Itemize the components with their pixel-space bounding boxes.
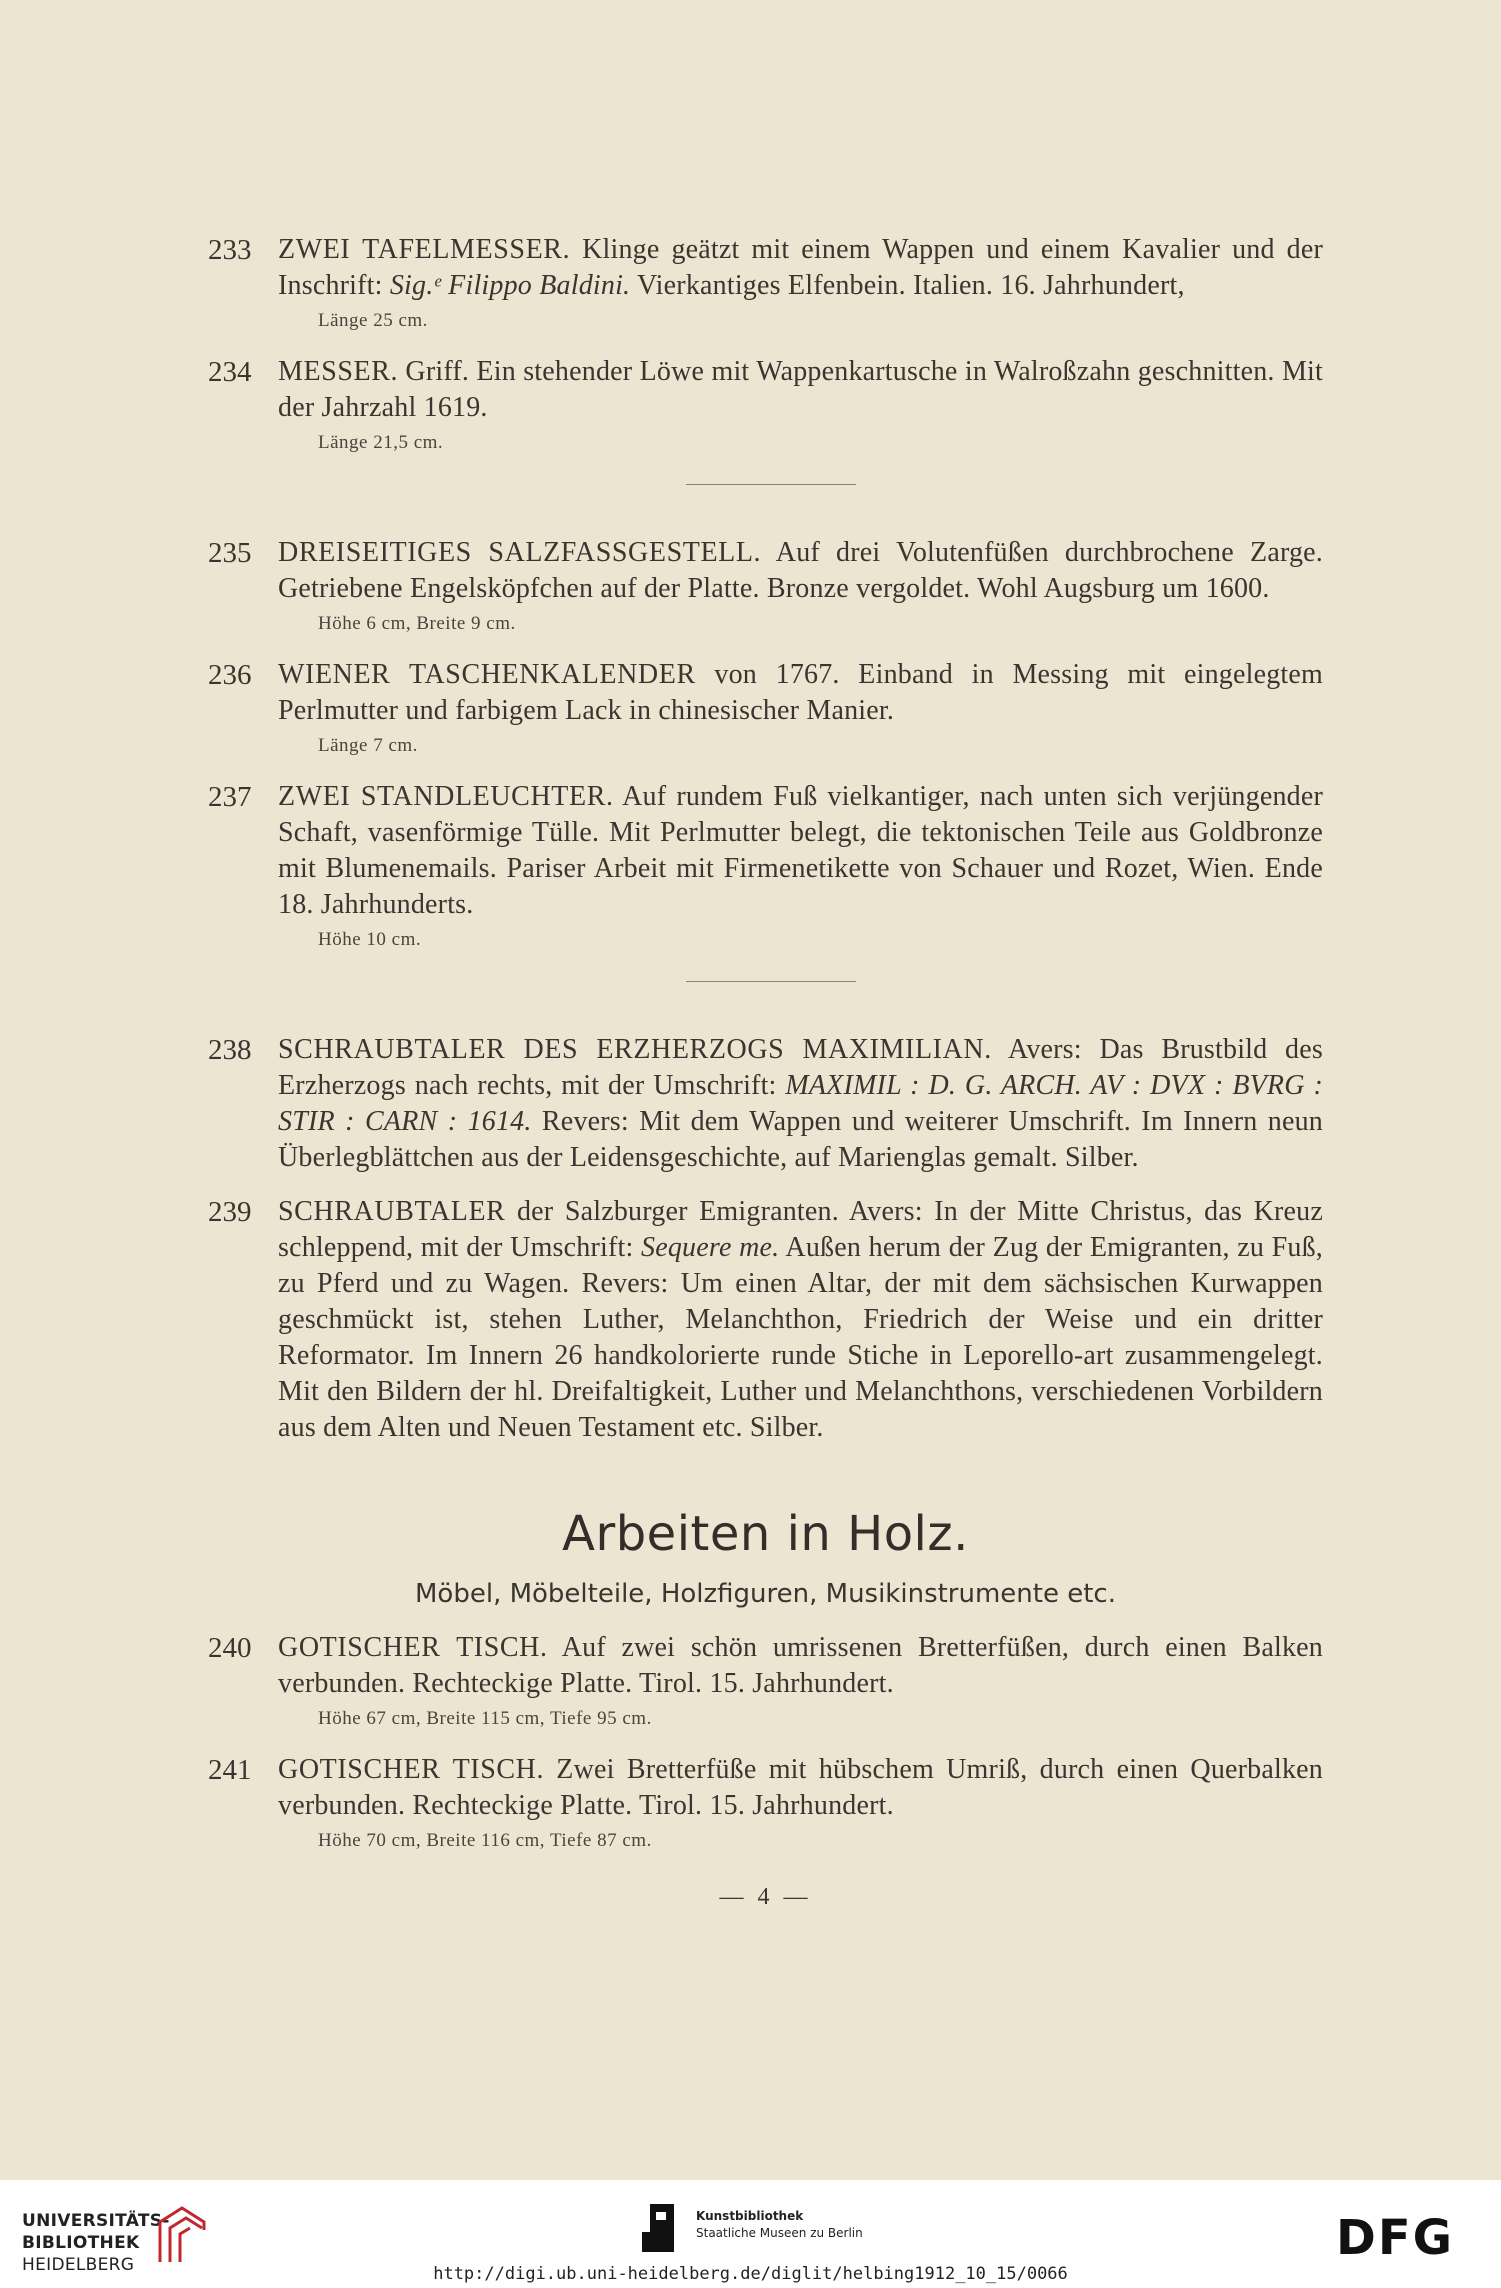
section-divider — [686, 981, 856, 982]
dfg-logo-text: DFG — [1336, 2210, 1455, 2260]
entry-title: MESSER. — [278, 356, 399, 387]
entry-text-continued: Revers: Mit dem Wappen und weiterer Umschrift. Im Innern neun Überlegblättchen aus der Leidensgeschichte, auf Marienglas gemalt. Silber. — [278, 1106, 1324, 1173]
entry-description — [278, 779, 1323, 923]
entry-inscription: Sig.ᵉ Filippo Baldini. — [389, 270, 631, 301]
entry-description — [278, 232, 1323, 304]
entry-text-continued: Außen herum der Zug der Emigranten, zu Fuß, zu Pferd und zu Wagen. Revers: Um einen Altar, der mit dem sächsischen Kurwappen geschmückt ist, stehen Luther, Melanchthon, Friedrich der Weise und ein dritter Reformator. Im Innern 26 handkolorierte runde Stiche in Leporello-art zusammengelegt. Mit den Bildern der hl. Dreifaltigkeit, Luther und Melanchthons, verschiedenen Vorbildern aus dem Alten und Neuen Testament etc. Silber. — [278, 1232, 1323, 1443]
entry-number: 236 — [208, 659, 252, 691]
catalogue-entry — [208, 354, 1323, 458]
entry-dimensions: Höhe 10 cm. — [318, 929, 422, 950]
entry-dimensions: Höhe 6 cm, Breite 9 cm. — [318, 613, 516, 634]
entry-number: 235 — [208, 537, 252, 569]
ub-line1: UNIVERSITÄTS- — [22, 2211, 170, 2231]
page-number: — 4 — — [719, 1884, 812, 1910]
kb-line2: Staatliche Museen zu Berlin — [696, 2226, 863, 2240]
entry-text: Zwei Bretterfüße mit hübschem Umriß, durch einen Querbalken verbunden. Rechteckige Platte. Tirol. 15. Jahrhundert. — [278, 1754, 1324, 1821]
entry-description — [278, 1032, 1323, 1176]
kunstbibliothek-logo-icon — [640, 2202, 684, 2254]
entry-title: DREISEITIGES SALZFASSGESTELL. — [278, 537, 762, 568]
catalogue-entry — [208, 1752, 1323, 1856]
catalogue-entry — [208, 1194, 1323, 1446]
kb-line1: Kunstbibliothek — [696, 2209, 804, 2223]
entry-description — [278, 1630, 1323, 1702]
entry-number: 241 — [208, 1754, 252, 1786]
entry-title: GOTISCHER TISCH. — [278, 1754, 545, 1785]
entry-text: von 1767. Einband in Messing mit eingelegtem Perlmutter und farbigem Lack in chinesischer Manier. — [278, 659, 1324, 726]
entry-title: ZWEI STANDLEUCHTER. — [278, 781, 614, 812]
entry-description — [278, 1194, 1323, 1446]
catalogue-entry — [208, 535, 1323, 639]
entry-text: Avers: Das Brustbild des Erzherzogs nach rechts, mit der Umschrift: — [278, 1034, 1323, 1101]
entry-inscription: MAXIMIL : D. G. ARCH. AV : DVX : BVRG : STIR : CARN : 1614. — [278, 1070, 1323, 1137]
entry-text: Griff. Ein stehender Löwe mit Wappenkartusche in Walroßzahn geschnitten. Mit der Jahrzahl 1619. — [278, 356, 1323, 423]
entry-number: 237 — [208, 781, 252, 813]
entry-description — [278, 354, 1323, 426]
entry-dimensions: Höhe 67 cm, Breite 115 cm, Tiefe 95 cm. — [318, 1708, 652, 1729]
entry-text: Auf drei Volutenfüßen durchbrochene Zarge. Getriebene Engelsköpfchen auf der Platte. Bronze vergoldet. Wohl Augsburg um 1600. — [278, 537, 1323, 604]
entry-dimensions: Höhe 70 cm, Breite 116 cm, Tiefe 87 cm. — [318, 1830, 652, 1851]
entry-number: 233 — [208, 234, 252, 266]
entry-title: SCHRAUBTALER — [278, 1196, 506, 1227]
catalogue-entry — [208, 1032, 1323, 1176]
entry-title: WIENER TASCHENKALENDER — [278, 659, 696, 690]
entry-description — [278, 1752, 1323, 1824]
entries-group-a — [208, 232, 1323, 458]
dfg-logo-icon — [1336, 2210, 1476, 2260]
entry-inscription: Sequere me. — [641, 1232, 780, 1263]
entry-description — [278, 535, 1323, 607]
entries-group-c — [208, 1032, 1323, 1446]
entry-title: GOTISCHER TISCH. — [278, 1632, 548, 1663]
entry-text: Auf rundem Fuß vielkantiger, nach unten sich verjüngender Schaft, vasenförmige Tülle. Mit Perlmutter belegt, die tektonischen Teile aus Goldbronze mit Blumenemails. Pariser Arbeit mit Firmenetikette von Schauer und Rozet, Wien. Ende 18. Jahrhunderts. — [278, 781, 1323, 920]
entry-title: SCHRAUBTALER DES ERZHERZOGS MAXIMILIAN. — [278, 1034, 992, 1065]
entry-title: ZWEI TAFELMESSER. — [278, 234, 571, 265]
page-content — [208, 232, 1323, 1911]
entry-description — [278, 657, 1323, 729]
section-divider — [686, 484, 856, 485]
section-subtitle: Möbel, Möbelteile, Holzfiguren, Musikinstrumente etc. — [415, 1579, 1116, 1609]
entry-text-continued: Vierkantiges Elfenbein. Italien. 16. Jahrhundert, — [630, 270, 1185, 301]
entry-dimensions: Länge 21,5 cm. — [318, 432, 444, 453]
ub-heidelberg-logo-icon — [152, 2200, 212, 2270]
catalogue-entry — [208, 232, 1323, 336]
entry-dimensions: Länge 25 cm. — [318, 310, 428, 331]
entry-text: der Salzburger Emigranten. Avers: In der Mitte Christus, das Kreuz schleppend, mit der Umschrift: — [278, 1196, 1323, 1263]
entries-group-b — [208, 535, 1323, 955]
entry-number: 240 — [208, 1632, 252, 1664]
ub-line2: BIBLIOTHEK — [22, 2233, 140, 2253]
ub-line3: HEIDELBERG — [22, 2255, 135, 2275]
catalogue-entry — [208, 657, 1323, 761]
entries-group-d — [208, 1630, 1323, 1856]
section-title: Arbeiten in Holz. — [562, 1506, 969, 1562]
entry-number: 234 — [208, 356, 252, 388]
entry-text: Klinge geätzt mit einem Wappen und einem Kavalier und der Inschrift: — [278, 234, 1323, 301]
digitization-footer — [0, 2180, 1501, 2288]
entry-text: Auf zwei schön umrissenen Bretterfüßen, durch einen Balken verbunden. Rechteckige Platte. Tirol. 15. Jahrhundert. — [278, 1632, 1323, 1699]
entry-number: 238 — [208, 1034, 252, 1066]
entry-dimensions: Länge 7 cm. — [318, 735, 418, 756]
source-url: http://digi.ub.uni-heidelberg.de/diglit/helbing1912_10_15/0066 — [433, 2264, 1068, 2284]
catalogue-entry — [208, 779, 1323, 955]
catalogue-entry — [208, 1630, 1323, 1734]
entry-number: 239 — [208, 1196, 252, 1228]
